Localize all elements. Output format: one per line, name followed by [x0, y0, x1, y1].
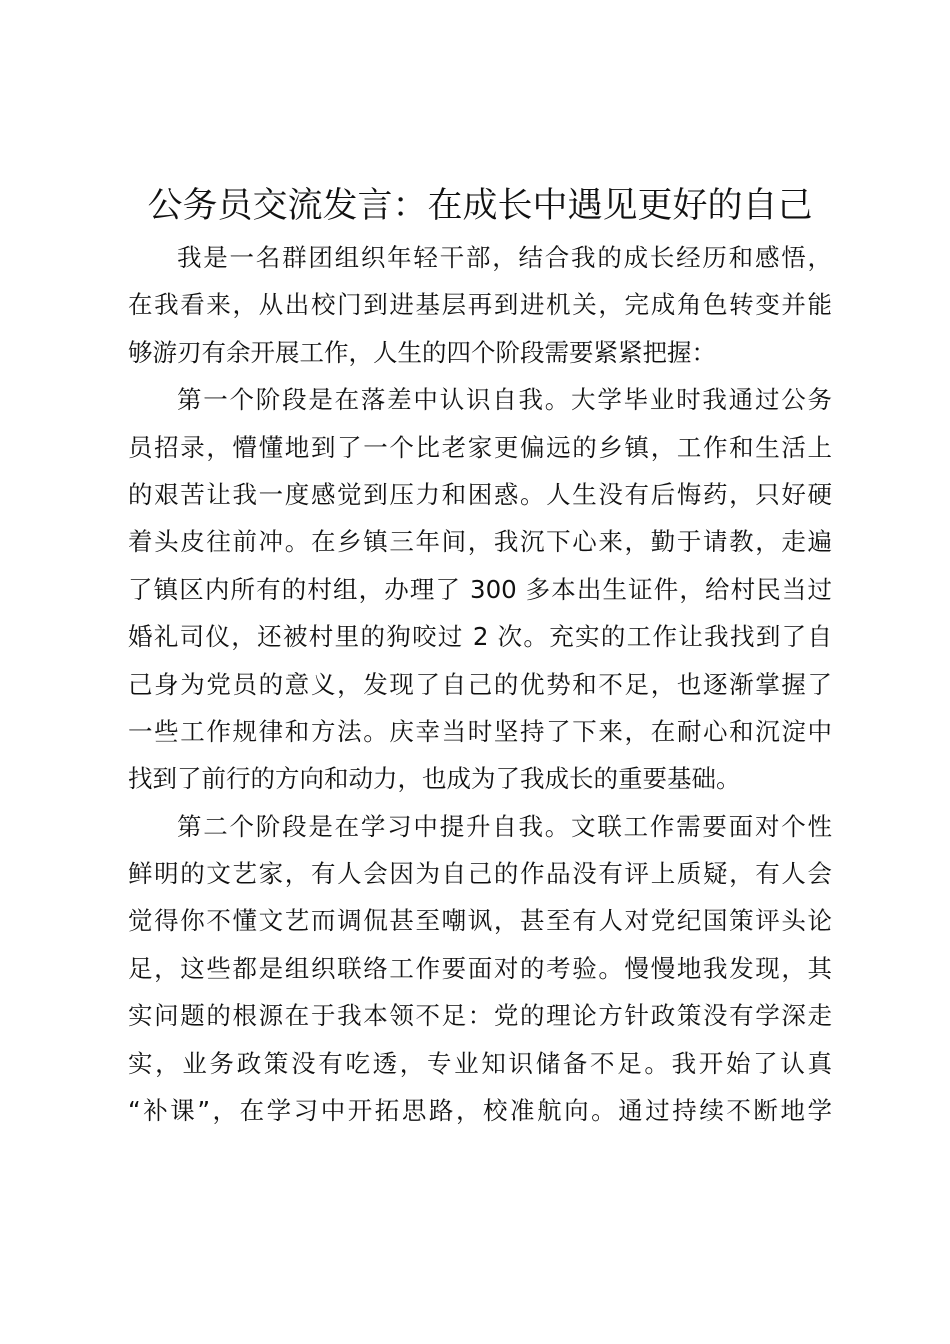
text-line: 实，业务政策没有吃透，专业知识储备不足。我开始了认真 [128, 1048, 832, 1078]
document-title: 公务员交流发言：在成长中遇见更好的自己 [147, 186, 813, 226]
text-line: 第二个阶段是在学习中提升自我。文联工作需要面对个性 [177, 811, 832, 841]
text-line: 找到了前行的方向和动力，也成为了我成长的重要基础。 [128, 764, 741, 794]
text-line: 着头皮往前冲。在乡镇三年间，我沉下心来，勤于请教，走遍 [128, 527, 832, 557]
text-line: 够游刃有余开展工作，人生的四个阶段需要紧紧把握： [128, 337, 716, 367]
text-line: 实问题的根源在于我本领不足：党的理论方针政策没有学深走 [128, 1001, 832, 1031]
text-line: 的艰苦让我一度感觉到压力和困惑。人生没有后悔药，只好硬 [128, 479, 832, 509]
document-body [128, 234, 832, 1134]
text-line: 第一个阶段是在落差中认识自我。大学毕业时我通过公务 [177, 385, 832, 415]
text-line: 一些工作规律和方法。庆幸当时坚持了下来，在耐心和沉淀中 [128, 716, 832, 746]
text-line: 鲜明的文艺家，有人会因为自己的作品没有评上质疑，有人会 [128, 859, 832, 889]
text-line: “补课”，在学习中开拓思路，校准航向。通过持续不断地学 [128, 1096, 832, 1126]
text-line: 员招录，懵懂地到了一个比老家更偏远的乡镇，工作和生活上 [128, 432, 832, 462]
text-line: 己身为党员的意义，发现了自己的优势和不足，也逐渐掌握了 [128, 669, 832, 699]
text-line: 我是一名群团组织年轻干部，结合我的成长经历和感悟， [177, 243, 832, 272]
text-line: 足，这些都是组织联络工作要面对的考验。慢慢地我发现，其 [128, 953, 832, 983]
text-line: 在我看来，从出校门到进基层再到进机关，完成角色转变并能 [128, 290, 832, 320]
text-line: 婚礼司仪，还被村里的狗咬过 2 次。充实的工作让我找到了自 [128, 622, 832, 652]
text-line: 了镇区内所有的村组，办理了 300 多本出生证件，给村民当过 [128, 574, 832, 604]
text-line: 觉得你不懂文艺而调侃甚至嘲讽，甚至有人对党纪国策评头论 [128, 906, 832, 936]
